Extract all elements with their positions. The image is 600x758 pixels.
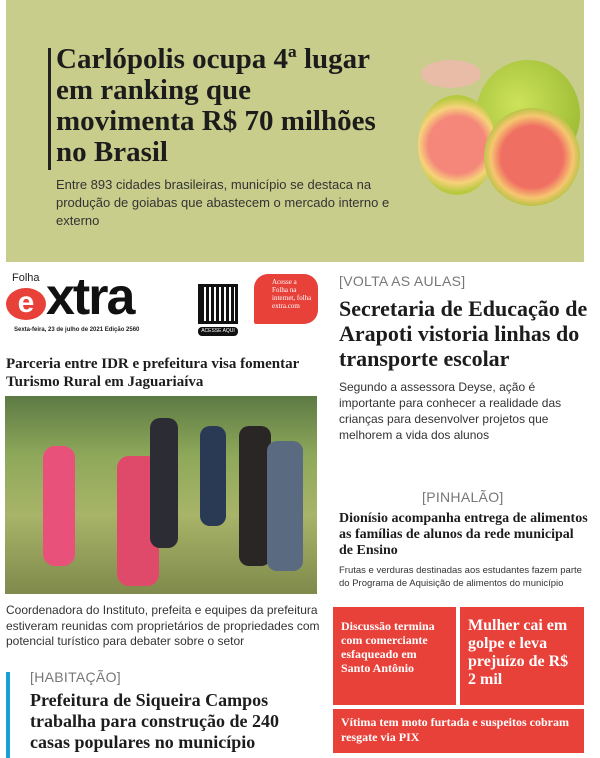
story-box-scam[interactable]: Mulher cai em golpe e leva prejuízo de R$ 2 mil [460, 607, 584, 705]
website-bubble[interactable]: Acesse a Folha na internet, folha extra.com [254, 274, 318, 324]
aulas-summary: Segundo a assessora Deyse, ação é importante para conhecer a realidade das crianças para desenvolver projetos que melhorem a vida dos alunos [339, 380, 562, 442]
masthead [6, 268, 326, 342]
divider [48, 48, 51, 170]
pinhalao-summary: Frutas e verduras destinadas aos estudantes fazem parte do Programa de Aquisição de alimentos do município [339, 565, 582, 589]
turismo-photo [5, 396, 317, 594]
qr-code-icon[interactable] [198, 284, 238, 324]
logo-e: e [6, 288, 46, 320]
habitacao-tag: [HABITAÇÃO] [30, 669, 121, 685]
qr-label: ACESSE AQUI [198, 327, 238, 336]
top-story-summary: Entre 893 cidades brasileiras, município se destaca na produção de goiabas que abastecem o mercado interno e externo [56, 177, 390, 228]
pinhalao-headline[interactable]: Dionísio acompanha entrega de alimentos as famílias de alunos da rede municipal de Ensino [339, 511, 588, 558]
aulas-headline[interactable]: Secretaria de Educação de Arapoti vistoria linhas do transporte escolar [339, 296, 588, 371]
story-box-stabbing[interactable]: Discussão termina com comerciante esfaqueado em Santo Antônio [333, 607, 456, 705]
top-story-banner[interactable] [6, 0, 584, 262]
pinhalao-tag: [PINHALÃO] [422, 489, 504, 505]
accent-bar [6, 672, 10, 758]
edition-date: Sexta-feira, 23 de julho de 2021 Edição 2560 [14, 327, 140, 333]
habitacao-headline[interactable]: Prefeitura de Siqueira Campos trabalha para construção de 240 casas populares no município [30, 690, 279, 752]
aulas-tag: [VOLTA AS AULAS] [339, 273, 466, 289]
turismo-headline[interactable]: Parceria entre IDR e prefeitura visa fomentar Turismo Rural em Jaguariaíva [6, 356, 299, 390]
logo-xtra: xtra [46, 268, 134, 326]
logo-folha: Folha [12, 272, 40, 284]
story-box-moto[interactable]: Vítima tem moto furtada e suspeitos cobram resgate via PIX [333, 709, 584, 753]
turismo-caption: Coordenadora do Instituto, prefeita e equipes da prefeitura estiveram reunidas com proprietários de propriedades com potencial turístico para debater sobre o setor [6, 603, 320, 648]
top-story-headline[interactable]: Carlópolis ocupa 4ª lugar em ranking que movimenta R$ 70 milhões no Brasil [56, 43, 376, 168]
